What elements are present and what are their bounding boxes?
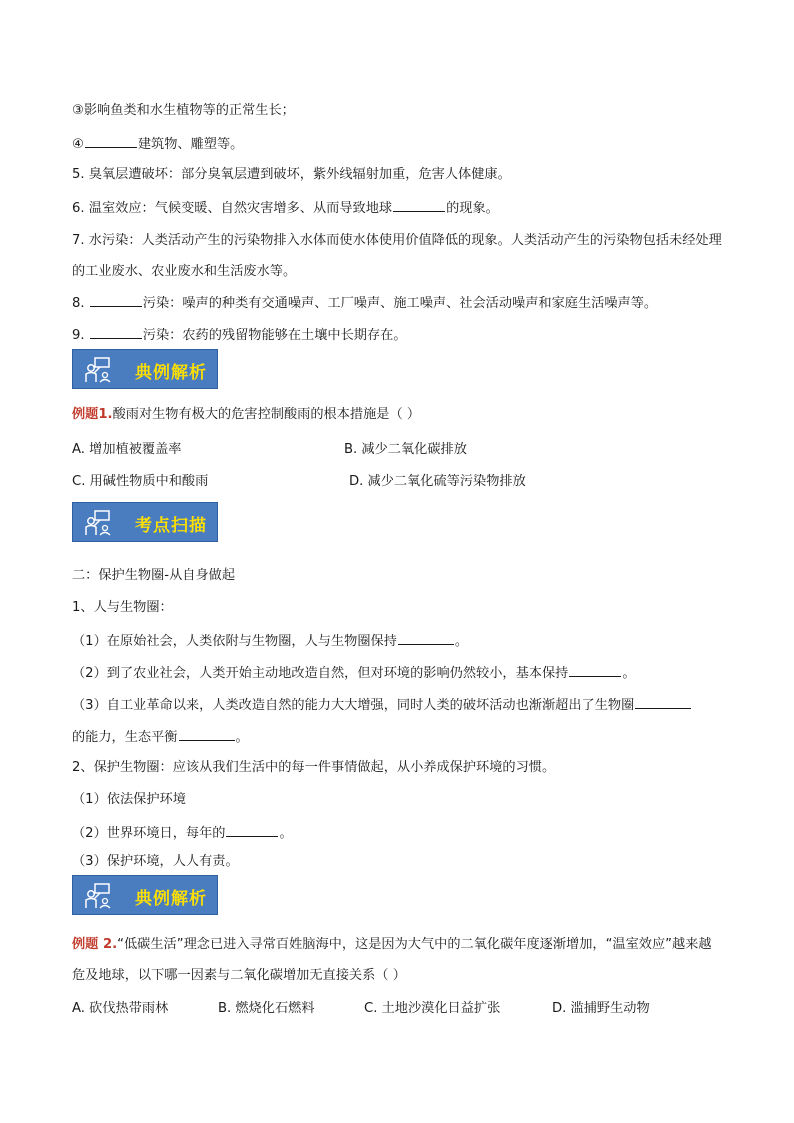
option-c[interactable]: C. 土地沙漠化日益扩张 bbox=[364, 1001, 501, 1016]
item-text: （2）世界环境日，每年的 bbox=[72, 826, 226, 841]
banner-title: 考点扫描 bbox=[135, 516, 207, 536]
section-2-sub-1: （1）依法保护环境 bbox=[72, 792, 186, 807]
item-suffix: 。 bbox=[279, 826, 293, 841]
item-9-number: 9. bbox=[72, 328, 89, 343]
option-b[interactable]: B. 减少二氧化碳排放 bbox=[344, 442, 467, 457]
example-1-text: 酸雨对生物有极大的危害控制酸雨的根本措施是（ ） bbox=[112, 407, 421, 422]
fill-blank[interactable] bbox=[569, 662, 621, 677]
item-suffix: 。 bbox=[622, 666, 636, 681]
item-suffix: 。 bbox=[454, 634, 469, 649]
teacher-board-icon bbox=[83, 509, 113, 537]
example-2-text: “低碳生活”理念已进入寻常百姓脑海中，这是因为大气中的二氧化碳年度逐渐增加，“温室效应”越来越危及地球，以下哪一因素与二氧化碳增加无直接关系（ ） bbox=[72, 937, 712, 983]
banner-title: 典例解析 bbox=[135, 363, 207, 383]
item-8-text: 污染：噪声的种类有交通噪声、工厂噪声、施工噪声、社会活动噪声和家庭生活噪声等。 bbox=[142, 296, 658, 311]
item-8-number: 8. bbox=[72, 296, 89, 311]
fill-blank[interactable] bbox=[635, 694, 691, 709]
item-4-prefix: ④ bbox=[72, 137, 84, 152]
example-1-label: 例题1. bbox=[72, 407, 113, 422]
item-4-text: 建筑物、雕塑等。 bbox=[137, 137, 244, 152]
section-2-heading-1: 1、人与生物圈： bbox=[72, 600, 173, 615]
item-5: 5. 臭氧层遭破坏：部分臭氧层遭到破坏，紫外线辐射加重，危害人体健康。 bbox=[72, 167, 511, 182]
fill-blank[interactable] bbox=[226, 822, 278, 837]
example-banner-2 bbox=[72, 875, 218, 915]
fill-blank[interactable] bbox=[179, 726, 235, 741]
fill-blank[interactable] bbox=[398, 630, 454, 645]
item-text: （2）到了农业社会，人类开始主动地改造自然，但对环境的影响仍然较小，基本保持 bbox=[72, 666, 569, 681]
item-suffix: 。 bbox=[235, 730, 249, 745]
item-text: 的能力，生态平衡 bbox=[72, 730, 178, 745]
banner-title: 典例解析 bbox=[135, 889, 207, 909]
example-2-label: 例题 2. bbox=[72, 937, 118, 952]
option-b[interactable]: B. 燃烧化石燃料 bbox=[218, 1001, 315, 1016]
section-2-sub-2 bbox=[72, 822, 724, 844]
item-3: ③影响鱼类和水生植物等的正常生长； bbox=[72, 103, 295, 118]
option-d[interactable]: D. 减少二氧化硫等污染物排放 bbox=[349, 474, 526, 489]
fill-blank[interactable] bbox=[90, 292, 142, 307]
example-1-question bbox=[72, 405, 724, 425]
example-2-question bbox=[72, 929, 724, 991]
example-banner bbox=[72, 349, 218, 389]
item-9-text: 污染：农药的残留物能够在土壤中长期存在。 bbox=[142, 328, 407, 343]
option-c[interactable]: C. 用碱性物质中和酸雨 bbox=[72, 474, 209, 489]
teacher-board-icon bbox=[83, 882, 113, 910]
item-text: （1）在原始社会，人类依附与生物圈，人与生物圈保持 bbox=[72, 634, 397, 649]
option-a[interactable]: A. 增加植被覆盖率 bbox=[72, 442, 182, 457]
section-2-item-2 bbox=[72, 662, 724, 684]
fill-blank[interactable] bbox=[85, 133, 137, 148]
fill-blank[interactable] bbox=[90, 324, 142, 339]
item-8 bbox=[72, 292, 724, 314]
item-9 bbox=[72, 324, 724, 346]
item-7: 7. 水污染：人类活动产生的污染物排入水体而使水体使用价值降低的现象。人类活动产生的污染物包括未经处理的工业废水、农业废水和生活废水等。 bbox=[72, 233, 722, 279]
section-2-item-3-cont bbox=[72, 726, 724, 748]
fill-blank[interactable] bbox=[393, 197, 445, 212]
section-2-item-1 bbox=[72, 630, 724, 652]
item-6 bbox=[72, 197, 724, 219]
scan-banner bbox=[72, 502, 218, 542]
section-2-sub-3: （3）保护环境，人人有责。 bbox=[72, 854, 239, 869]
item-6-suffix: 的现象。 bbox=[446, 201, 499, 216]
section-2-item-3 bbox=[72, 694, 724, 716]
section-2-title: 二：保护生物圈-从自身做起 bbox=[72, 568, 236, 583]
teacher-board-icon bbox=[83, 356, 113, 384]
item-4 bbox=[72, 133, 724, 155]
section-2-heading-2: 2、保护生物圈：应该从我们生活中的每一件事情做起，从小养成保护环境的习惯。 bbox=[72, 760, 556, 775]
item-text: （3）自工业革命以来，人类改造自然的能力大大增强，同时人类的破坏活动也渐渐超出了生物圈 bbox=[72, 698, 635, 713]
item-6-text: 6. 温室效应：气候变暖、自然灾害增多、从而导致地球 bbox=[72, 201, 393, 216]
option-a[interactable]: A. 砍伐热带雨林 bbox=[72, 1001, 169, 1016]
option-d[interactable]: D. 滥捕野生动物 bbox=[552, 1001, 650, 1016]
